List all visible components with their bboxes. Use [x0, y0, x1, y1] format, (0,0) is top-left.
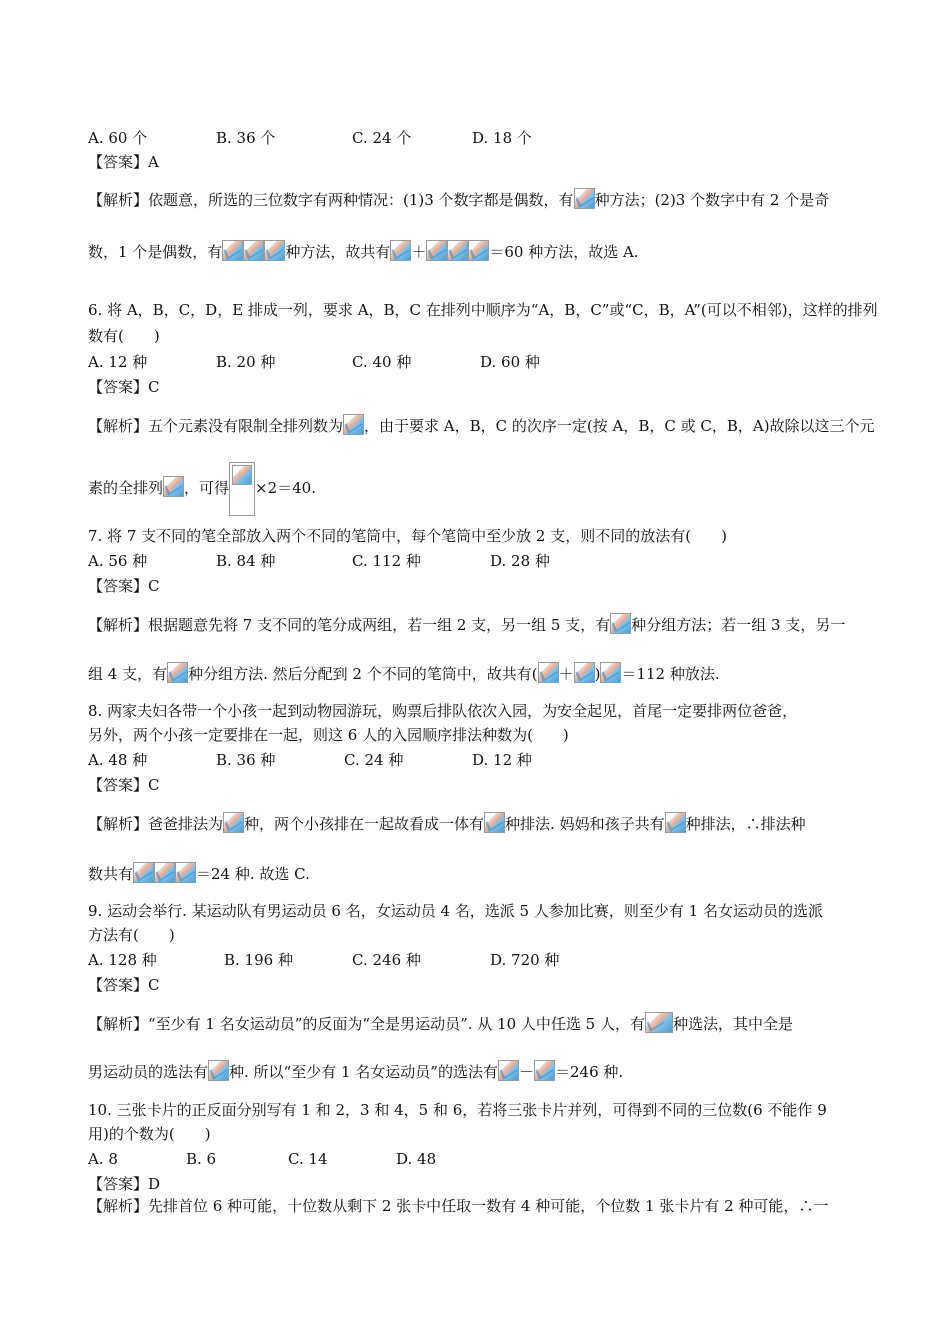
q5-option-c: C. 24 个: [352, 129, 412, 147]
q9-option-d: D. 720 种: [490, 951, 560, 969]
q6-analysis-line1: 【解析】五个元素没有限制全排列数为 ，由于要求 A，B，C 的次序一定(按 A，B，C 或 C，B，A)故除以这三个元: [88, 414, 875, 436]
formula-image-icon: [167, 662, 188, 683]
q5-option-b: B. 36 个: [216, 129, 276, 147]
formula-image-icon: [484, 812, 505, 833]
formula-image-icon: [264, 240, 285, 261]
q7-option-a: A. 56 种: [88, 552, 148, 570]
formula-image-icon: [223, 812, 244, 833]
q10-answer: 【答案】D: [88, 1175, 161, 1193]
formula-image-icon: [645, 1012, 673, 1033]
q8-option-a: A. 48 种: [88, 751, 148, 769]
q7-analysis-line1: 【解析】根据题意先将 7 支不同的笔分成两组，若一组 2 支，另一组 5 支，有 种分组方法；若一组 3 支，另一: [88, 613, 845, 635]
q9-answer: 【答案】C: [88, 976, 160, 994]
formula-image-icon: [534, 1060, 555, 1081]
q8-stem-line1: 8. 两家夫妇各带一个小孩一起到动物园游玩，购票后排队依次入园，为安全起见，首尾一定要排两位爸爸，: [88, 702, 798, 720]
q5-answer: 【答案】A: [88, 153, 159, 171]
formula-image-icon: [208, 1060, 229, 1081]
q8-analysis-line1: 【解析】爸爸排法为 种，两个小孩排在一起故看成一体有 种排法. 妈妈和孩子共有 种排法，∴排法种: [88, 812, 806, 834]
q10-stem-line2: 用)的个数为( ): [88, 1125, 211, 1143]
q7-option-d: D. 28 种: [490, 552, 550, 570]
formula-image-icon: [154, 862, 175, 883]
formula-image-icon: [574, 662, 595, 683]
q10-option-d: D. 48: [396, 1150, 437, 1168]
q8-option-b: B. 36 种: [216, 751, 276, 769]
q5-option-a: A. 60 个: [88, 129, 148, 147]
q10-option-c: C. 14: [288, 1150, 328, 1168]
formula-image-icon: [600, 662, 621, 683]
q8-stem-line2: 另外，两个小孩一定要排在一起，则这 6 人的入园顺序排法种数为( ): [88, 726, 569, 744]
formula-image-icon: [574, 188, 595, 209]
q6-analysis-line2: 素的全排列 ，可得 ×2＝40.: [88, 462, 316, 516]
formula-image-icon: [163, 476, 184, 497]
q5-analysis-line1: 【解析】依题意，所选的三位数字有两种情况：(1)3 个数字都是偶数，有 种方法；(2)3 个数字中有 2 个是奇: [88, 188, 829, 210]
formula-image-icon: [426, 240, 447, 261]
q9-stem-line1: 9. 运动会举行. 某运动队有男运动员 6 名，女运动员 4 名，选派 5 人参加比赛，则至少有 1 名女运动员的选派: [88, 902, 823, 920]
q8-option-d: D. 12 种: [472, 751, 532, 769]
q8-answer: 【答案】C: [88, 776, 160, 794]
fraction-image-icon: [229, 462, 255, 516]
q6-stem-line2: 数有( ): [88, 327, 160, 345]
q9-option-b: B. 196 种: [224, 951, 293, 969]
q7-analysis-line2: 组 4 支，有 种分组方法. 然后分配到 2 个不同的笔筒中，故共有( ＋ ) ＝112 种放法.: [88, 662, 720, 684]
formula-image-icon: [498, 1060, 519, 1081]
q10-option-b: B. 6: [186, 1150, 217, 1168]
formula-image-icon: [175, 862, 196, 883]
q6-option-d: D. 60 种: [480, 353, 540, 371]
formula-image-icon: [343, 414, 364, 435]
q10-stem-line1: 10. 三张卡片的正反面分别写有 1 和 2，3 和 4，5 和 6，若将三张卡片并列，可得到不同的三位数(6 不能作 9: [88, 1101, 827, 1119]
q8-analysis-line2: 数共有 ＝24 种. 故选 C.: [88, 862, 310, 884]
formula-image-icon: [468, 240, 489, 261]
formula-image-icon: [133, 862, 154, 883]
formula-image-icon: [538, 662, 559, 683]
q8-option-c: C. 24 种: [344, 751, 404, 769]
q7-option-b: B. 84 种: [216, 552, 276, 570]
q10-analysis-line1: 【解析】先排首位 6 种可能，十位数从剩下 2 张卡中任取一数有 4 种可能，个位数 1 张卡片有 2 种可能，∴一: [88, 1197, 829, 1215]
formula-image-icon: [665, 812, 686, 833]
q9-stem-line2: 方法有( ): [88, 926, 175, 944]
q7-stem: 7. 将 7 支不同的笔全部放入两个不同的笔筒中，每个笔筒中至少放 2 支，则不同的放法有( ): [88, 527, 727, 545]
formula-image-icon: [222, 240, 243, 261]
q5-option-d: D. 18 个: [472, 129, 532, 147]
q9-option-a: A. 128 种: [88, 951, 157, 969]
q7-answer: 【答案】C: [88, 577, 160, 595]
q10-option-a: A. 8: [88, 1150, 118, 1168]
q6-option-a: A. 12 种: [88, 353, 148, 371]
q5-analysis-line2: 数，1 个是偶数，有 种方法，故共有 ＋ ＝60 种方法，故选 A.: [88, 240, 639, 262]
q9-analysis-line2: 男运动员的选法有 种. 所以“至少有 1 名女运动员”的选法有 － ＝246 种.: [88, 1060, 623, 1082]
q9-option-c: C. 246 种: [352, 951, 421, 969]
q7-option-c: C. 112 种: [352, 552, 421, 570]
q9-analysis-line1: 【解析】“至少有 1 名女运动员”的反面为“全是男运动员”. 从 10 人中任选 5 人，有 种选法，其中全是: [88, 1012, 793, 1034]
q6-option-c: C. 40 种: [352, 353, 412, 371]
formula-image-icon: [243, 240, 264, 261]
q6-stem-line1: 6. 将 A，B，C，D，E 排成一列，要求 A，B，C 在排列中顺序为“A，B，C”或“C，B，A”(可以不相邻)，这样的排列: [88, 301, 878, 319]
formula-image-icon: [447, 240, 468, 261]
formula-image-icon: [610, 613, 631, 634]
q6-answer: 【答案】C: [88, 378, 160, 396]
q6-option-b: B. 20 种: [216, 353, 276, 371]
formula-image-icon: [390, 240, 411, 261]
